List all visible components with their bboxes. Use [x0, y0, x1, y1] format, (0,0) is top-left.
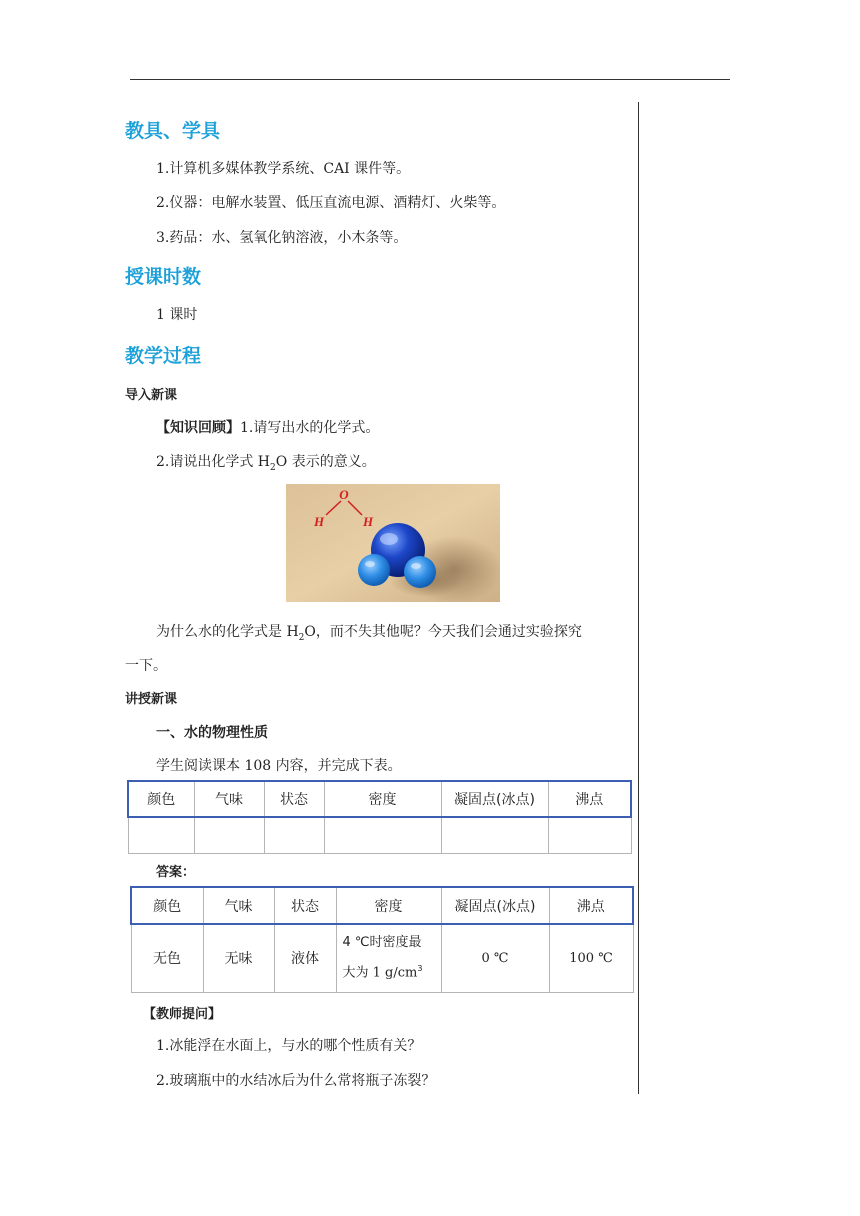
instruction-text: 学生阅读课本 108 内容，并完成下表。: [156, 758, 402, 774]
blank-cell[interactable]: [441, 817, 548, 853]
blank-cell[interactable]: [128, 817, 194, 853]
review-text: 1.请写出水的化学式。: [240, 420, 380, 436]
header-smell: 气味: [194, 781, 264, 817]
header-density: 密度: [324, 781, 441, 817]
review-label: 【知识回顾】: [156, 420, 240, 436]
why-line-1: 为什么水的化学式是 $H_2O$，而不失其他呢？今天我们会通过实验探究: [156, 624, 582, 643]
blank-cell[interactable]: [194, 817, 264, 853]
answer-label: 答案：: [156, 865, 196, 880]
answer-freeze: 0 ℃: [441, 924, 549, 992]
process-heading: 教学过程: [125, 345, 202, 367]
tools-item-3: 3.药品：水、氢氧化钠溶液，小木条等。: [156, 230, 408, 246]
margin-rule: [638, 102, 639, 1094]
question-2: 2.请说出化学式 $H_2O$ 表示的意义。: [156, 454, 376, 473]
answer-boil: 100 ℃: [549, 924, 633, 992]
header-boil: 沸点: [549, 887, 633, 924]
teacher-question-label: 【教师提问】: [143, 1007, 222, 1022]
header-state: 状态: [274, 887, 336, 924]
intro-heading: 导入新课: [125, 388, 178, 403]
hydrogen-label-1: H: [313, 514, 325, 529]
header-freeze: 凝固点(冰点): [441, 887, 549, 924]
review-line: [156, 417, 379, 437]
header-color: 颜色: [131, 887, 203, 924]
answer-state: 液体: [274, 924, 336, 992]
blank-cell[interactable]: [548, 817, 631, 853]
answer-color: 无色: [131, 924, 203, 992]
tools-item-1: 1.计算机多媒体教学系统、CAI 课件等。: [156, 161, 411, 177]
teach-heading: 讲授新课: [125, 692, 178, 707]
header-density: 密度: [336, 887, 441, 924]
teacher-question-2: 2.玻璃瓶中的水结冰后为什么常将瓶子冻裂？: [156, 1073, 436, 1089]
header-boil: 沸点: [548, 781, 631, 817]
hours-heading: 授课时数: [125, 266, 202, 288]
water-molecule-image: [286, 484, 500, 602]
why-line-2: 一下。: [125, 658, 167, 674]
header-color: 颜色: [128, 781, 194, 817]
oxygen-label: O: [339, 487, 349, 502]
hours-value: 1 课时: [156, 307, 198, 323]
tools-item-2: 2.仪器：电解水装置、低压直流电源、酒精灯、火柴等。: [156, 195, 506, 211]
blank-cell[interactable]: [264, 817, 324, 853]
answer-properties-table: [130, 886, 634, 993]
blank-properties-table: [127, 780, 632, 854]
blank-cell[interactable]: [324, 817, 441, 853]
header-rule: [130, 79, 730, 80]
answer-smell: 无味: [203, 924, 274, 992]
header-state: 状态: [264, 781, 324, 817]
section-physical-properties: 一、水的物理性质: [156, 725, 268, 741]
tools-heading: 教具、学具: [125, 120, 221, 142]
header-smell: 气味: [203, 887, 274, 924]
teacher-question-1: 1.冰能浮在水面上，与水的哪个性质有关？: [156, 1038, 422, 1054]
hydrogen-label-2: H: [362, 514, 374, 529]
header-freeze: 凝固点(冰点): [441, 781, 548, 817]
answer-density: 4 ℃时密度最 大为 1 $g/cm^3$: [336, 924, 441, 992]
